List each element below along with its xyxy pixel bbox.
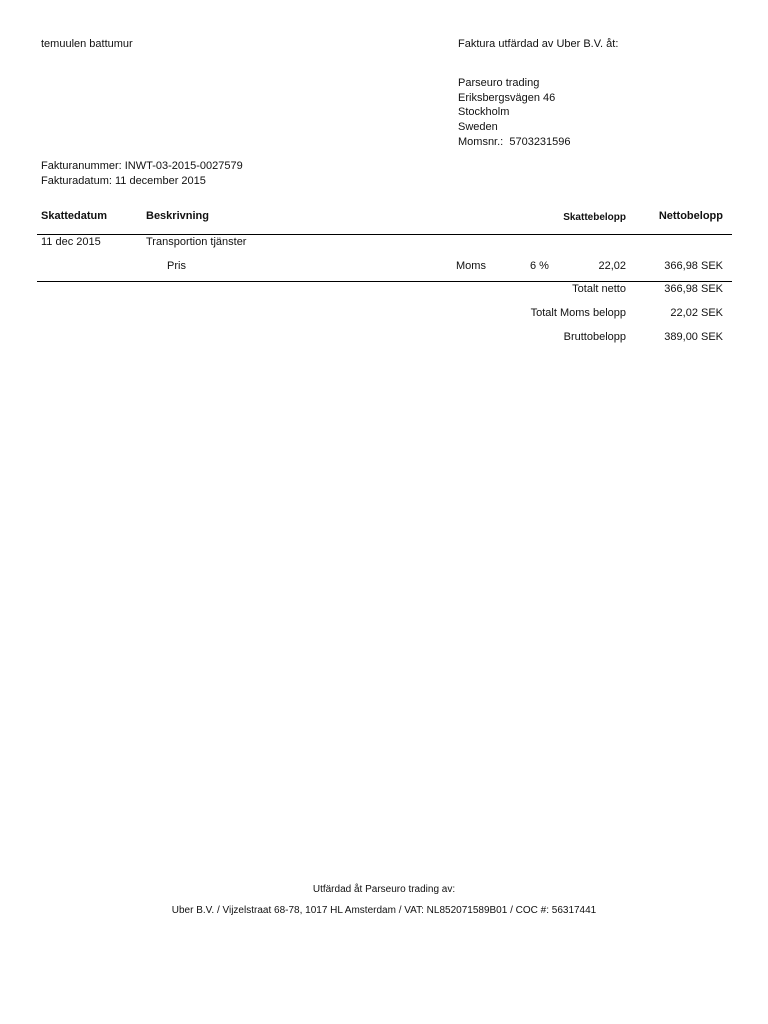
header-net-amount: Nettobelopp: [658, 210, 723, 222]
issuer-heading: Faktura utfärdad av Uber B.V. åt:: [458, 38, 619, 50]
gross-amount-label: Bruttobelopp: [563, 331, 626, 343]
recipient-city: Stockholm: [458, 106, 510, 118]
total-vat-label: Totalt Moms belopp: [530, 307, 626, 319]
header-tax-amount: Skattebelopp: [563, 212, 626, 223]
invoice-number: Fakturanummer: INWT-03-2015-0027579: [41, 160, 243, 172]
footer-line-1: Utfärdad åt Parseuro trading av:: [312, 884, 456, 895]
header-divider: [37, 234, 732, 235]
recipient-country: Sweden: [458, 121, 498, 133]
subrow-label: Pris: [167, 260, 186, 272]
header-tax-date: Skattedatum: [41, 210, 108, 222]
subrow-tax-rate: 6 %: [530, 260, 549, 272]
row-date: 11 dec 2015: [41, 236, 101, 248]
gross-amount-value: 389,00 SEK: [664, 331, 723, 343]
invoice-date: Fakturadatum: 11 december 2015: [41, 175, 206, 187]
subrow-tax-amount: 22,02: [598, 260, 626, 272]
header-description: Beskrivning: [146, 210, 209, 222]
footer-line-2: Uber B.V. / Vijzelstraat 68-78, 1017 HL Amsterdam / VAT: NL852071589B01 / COC #: 56317441: [171, 905, 597, 916]
subrow-net-amount: 366,98 SEK: [664, 260, 723, 272]
total-net-label: Totalt netto: [572, 283, 626, 295]
row-description: Transportion tjänster: [146, 236, 247, 248]
recipient-street: Eriksbergsvägen 46: [458, 92, 556, 104]
recipient-company: Parseuro trading: [458, 77, 540, 89]
total-vat-value: 22,02 SEK: [670, 307, 723, 319]
total-net-value: 366,98 SEK: [664, 283, 723, 295]
recipient-vat: Momsnr.: 5703231596: [458, 136, 571, 148]
subrow-tax-label: Moms: [456, 260, 486, 272]
totals-divider: [37, 281, 732, 282]
customer-name: temuulen battumur: [41, 38, 133, 50]
